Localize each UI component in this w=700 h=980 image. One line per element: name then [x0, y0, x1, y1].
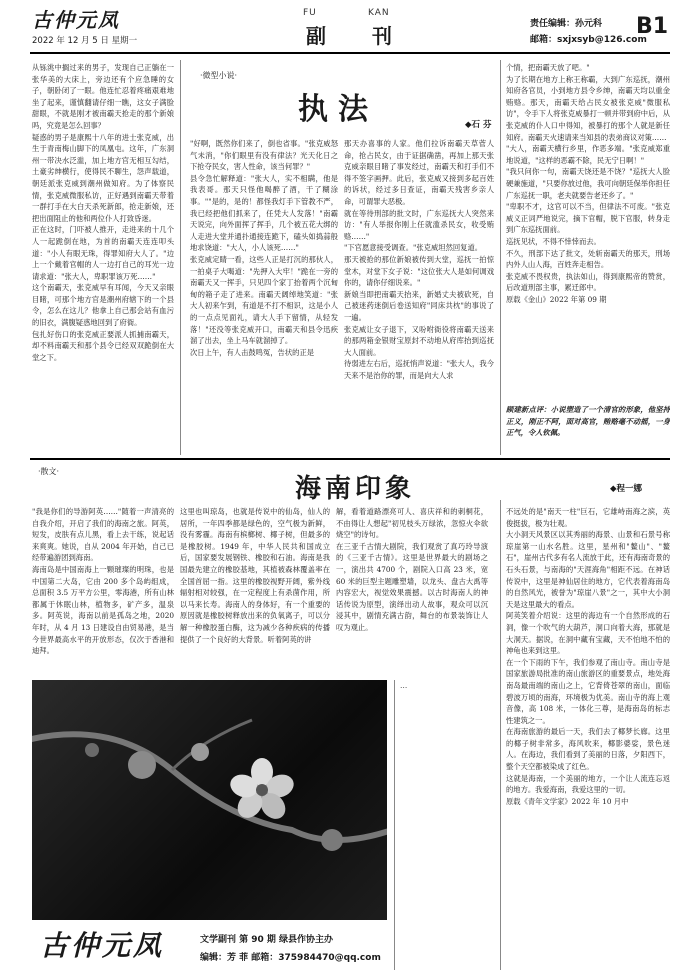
- footer-series: 文学副刊 第 90 期 绿县作协主办: [200, 935, 334, 945]
- section-rule: [30, 458, 670, 460]
- story2-col3-cont: …: [400, 681, 408, 690]
- fu-pinyin: FU: [303, 8, 317, 18]
- masthead-logo: 古仲元凤: [32, 8, 120, 32]
- top-left-article: 从铄洮中搁过来的男子，发现自己正躺在一张华美的大床上，旁边还有个应急睡的女子，朝卧闭了一眼。他连忙忍着疼痛艰难地坐了起来，谨慎翻请仔细一瞧，这女子满脸甜眼，不就是刚才被南霸天抢走的那个新娘吗，究竟是怎么回事？ 疑惑的男子是康熙十八年的进士张克威，出生于青南梅山脚下的凤凰屯。这年，广东洞州一带决水泛滥，加上地方官无相互勾结，土豪劣绅横行，使得民不聊生，怨声载道，朝廷派张克威到潮州做知府。为了体察民情，张克威微服私访，正好遇到南霸天带着一群打手在大白天杀死新郎，抢走新娘，还把出面阻止的他和两位仆人打致昏迷。 正在这时，门吓被人推开，走进来的十几个人一起跪倒在地，为首的南霸天连连叩头道："小人有眼无珠，得罪知府大人了。"边上一个戴着官帽的人一边打自己的耳光一边请求道："张大人，卑职罪该万死……" 这个南霸天，张克威早有耳闻，今天又亲眼目睹，可那个地方官是潮州府辖下的一个县令，怎么在这儿？他拿上自己那会站有血污的旧衣，满腹疑惑地回到了府衙。 包扎好伤口的张克威正要派人抓捕南霸天，却不料南霸天和那个县令已经双双跪倒在大堂之下。: [32, 63, 174, 362]
- flower-photo: [32, 680, 387, 920]
- story1-col1: "好啊，既然你们来了，倒也省事。"张克威怒气未消，"你们眼里有没有律法？光天化日之下抢夺民女，害人性命，该当何罪？" 县令急忙解释道："张大人，实不相瞒，他是我表哥。那天只怪他喝醉了酒，干了糊涂事。""是的，是的！都怪我灯手下管教不严，我已经把他们抓来了，任凭大人发落！"南霸天说完，向外面挥了挥手，几个被五花大绑的人走进大堂并通扑通接连跪下，磕头如捣蒜般地求饶道："大人，小人该死……" 张克威定睛一看，这些人正是打沉的那伙人，一拍桌子大喝道："先押入大牢！"跪在一旁的南霸天又一挥手，只见四个家丁抬着两个沉甸甸的箱子走了进来。南霸天阔绰地笑道："张大人初来乍到，有道是不打不相识，这是小人的一点点见面礼，请大人手下留情，从轻发落！"还没等张克威开口，南霸天和县令迅疾溜了出去，坐上马车就溜掉了。 次日上午，有人击鼓鸣冤，告状的正是: [190, 139, 338, 357]
- footer-logo: 古仲元凤: [40, 929, 165, 962]
- column-divider-bottom: [500, 500, 501, 970]
- story2-col1: "我是你们的导游阿英……"随着一声清亮的自我介绍，开启了我们的海南之旅。阿英，短发，皮肤有点儿黑，看上去干练，说起话来爽爽。她说，自从 2004 年开始，自己已经带遍游团到海南。 海南岛是中国南海上一颗璀璨的明珠，也是中国第二大岛，它由 200 多个岛屿组成，总面积 3.5 万平方公里，零海港，所有山林都属于休眠山林，植物多，矿产多，温泉多。阿英说，海南以前是孤岛之地，2020 年时，从 4 月 13 日建设自由贸易港，是当今世界最高水平的开放形态，仅次于香港和迪拜。: [32, 507, 174, 656]
- story2-col4: 不远处的是"南天一柱"巨石，它雄峙南海之滨，英俊挺拔，极为壮观。 大小洞天风景区以其秀丽的海景、山景和石景号称琼崖第一山水名胜。这里，星州和"鳌山"、"鳌石"，崖州古代多有名人流放于此，还有海南奇景的石头石景，与南海的"天涯海角"相距不远。在神话传说中，这里是神仙居住的地方，它代表着海南岛的自然风光，被誉为"琼崖八景"之一，其中大小洞天是这里最大的看点。 阿英笑着介绍说：这里的海边有一个自然形成的石洞，像一个吹气的大葫芦，洞口向着大海，那就是大洞天。据说，在洞中藏有宝藏，天不怕地不怕的神龟也来到这里。 在一个下雨的下午，我们参观了南山寺。南山寺是国家旅游局批准的南山旅游区的重要景点，地处海南岛最南端的南山之上，它背倚苍翠的南山，面临碧波万顷的南海，环境极为优美。南山寺的海上观音像，高 108 米，一体化三尊，是海南岛的标志性建筑之一。 在海南旅游的最后一天，我们去了椰梦长廊。这里的椰子树非常多，海风吹来，椰影婆娑，景色迷人。在海边，我们看到了美丽的日落，夕阳西下，整个天空都被染成了红色。 这就是海南，一个美丽的地方，一个让人流连忘返的地方。我爱海南，我爱这里的一切。 原载《青年文学家》2022 年 10 月中: [506, 507, 670, 806]
- footer-editor: 编辑：芳 菲 邮箱：375984470@qq.com: [200, 953, 381, 963]
- column-divider-right: [500, 60, 501, 455]
- editor-in-charge: 责任编辑：孙元科: [530, 19, 603, 29]
- story2-column-tag: ·散文·: [38, 467, 60, 476]
- story1-recommend: 顾建新点评：小说塑造了一个清官的形象，他坚持正义，刚正不阿，面对高官，贿赂毫不动摇，一身正气，令人钦佩。: [506, 405, 670, 438]
- masthead-rule: [30, 52, 670, 54]
- story1-title: 执法: [298, 92, 378, 127]
- plum-blossom-illustration: [32, 680, 387, 920]
- story1-col3: 个情，把南霸天放了吧。" 为了长期在地方上称王称霸，大到广东巡抚，潮州知府各官员，小到地方县令乡绅，南霸天均以重金贿赂。那天，南霸天给占民女被张克威"微服私访"，令手下人将张克威暴打一顿并带到府中后，从张克威的仆人口中得知，被暴打的那个人就是新任知府。南霸天火速请来当知县的表弟商议对策…… "大人，南霸天横行乡里，作恶多端。"张克威郑重地说道，"这样的恶霸不除，民无宁日啊！" "我只问你一句，南霸天饶还是不饶？"巡抚大人脸硬兼施道，"只要你放过他，我可向朝廷保举你担任广东巡抚一职，老夫就要告老还乡了。" "卑职不才，这官可以不当，但律法不可废。"张克威义正词严地说完，摘下官帽，脱下官服，转身走到广东巡抚面前。 巡抚见状，不得不悻悻而去。 不久，刑部下达了批文，处斩南霸天的那天，刑场内外人山人海，百姓奔走相告。 张克威不畏权贵，执法如山，得到康熙帝的赞赏，后改道刑部主事，累迁郎中。 原载《金山》2022 年第 09 期: [506, 63, 670, 304]
- story1-author: ◆石 芬: [465, 120, 492, 130]
- masthead-date: 2022 年 12 月 5 日 星期一: [32, 36, 138, 46]
- story2-title: 海南印象: [295, 474, 416, 504]
- page-number: B1: [636, 14, 669, 39]
- kan-char: 刊: [372, 24, 392, 48]
- story2-col2: 这里也叫琼岛，也就是传说中的仙岛，仙人的居所，一年四季都是绿色的，空气极为新鲜，没有雾霾。海南有槟榔树、椰子树，但最多的是橡胶树。1949 年，中华人民共和国成立后，国家要发展钢铁、橡胶和石油。海南是我国最先建立的橡胶基地，其植被森林覆盖率在全国首屈一指。这里的橡胶视野开阔，紫外线辐射相对较强，在一定程度上有杀菌作用，所以马来长寿。海南人的身体好，有一个重要的原因就是橡胶树释放出来的负氧离子，可以分解一种橡胶蛋白酶，这为减少各种疾病的传播提供了一个良好的大背景。听着阿英的讲: [180, 507, 330, 644]
- story1-col2: 那天办喜事的人家。他们拉诉南霸天草菅人命，抢占民女，由于证据确凿，再加上那天张克威亲眼目睹了事发经过，南霸天和打手们不得不签字画押。此后，张克威又接到多起百姓的诉状，经过多日查证，南霸天残害乡亲人命，可谓罪大恶极。 就在等待刑部的批文时，广东巡抚大人突然来访："有人举报你刚上任就滥杀民女，收受贿赂……" "下官愿意接受调查。"张克威坦然回复道。 那天被抢的那位新娘被传到大堂，巡抚一拍惊堂木，对堂下女子说："这位张大人是如何调戏你的，请你仔细说来。" 新娘当即把南霸天抬来，新婚丈夫被砍死，自己被迷药迷倒后卷送知府"同床共枕"的事说了一遍。 张克威让女子退下，又吩咐衙役将南霸天送来的那两箱金银财宝原封不动地从府库抬到巡抚大人面前。 待弱进左右后，巡抚悄声说道："张大人，我今天来不是治你的罪，而是向大人求: [344, 139, 494, 380]
- column-divider-top: [180, 60, 181, 455]
- story2-author: ◆程一娜: [610, 484, 643, 494]
- story2-col3: 解，看着道路漂亮可人、喜庆祥和的刺桐花，不由得让人想起"初见枝头万绿浓，忽惊火伞欲烧空"的诗句。 在三亚千古情大剧院，我们观赏了真巧玲导演的《三亚千古情》。这里是世界最大的剧场之一，演出共 4700 个，剧院入口高 23 米，宽 60 米的巨型主题雕塑墙，以龙头、盘古大禹等内容宏大，视觉效果震撼。以古时海南人的神话传说为原型，演绎出动人故事，观众可以沉浸其中，剧情充满古韵，舞台的布景装饰让人叹为观止。: [336, 507, 488, 632]
- masthead-email: 邮箱：sxjxsyb@126.com: [530, 35, 647, 45]
- kan-pinyin: KAN: [368, 8, 390, 18]
- story1-column-tag: ·微型小说·: [200, 71, 238, 80]
- fu-char: 副: [306, 24, 326, 48]
- photo-divider: [394, 680, 395, 970]
